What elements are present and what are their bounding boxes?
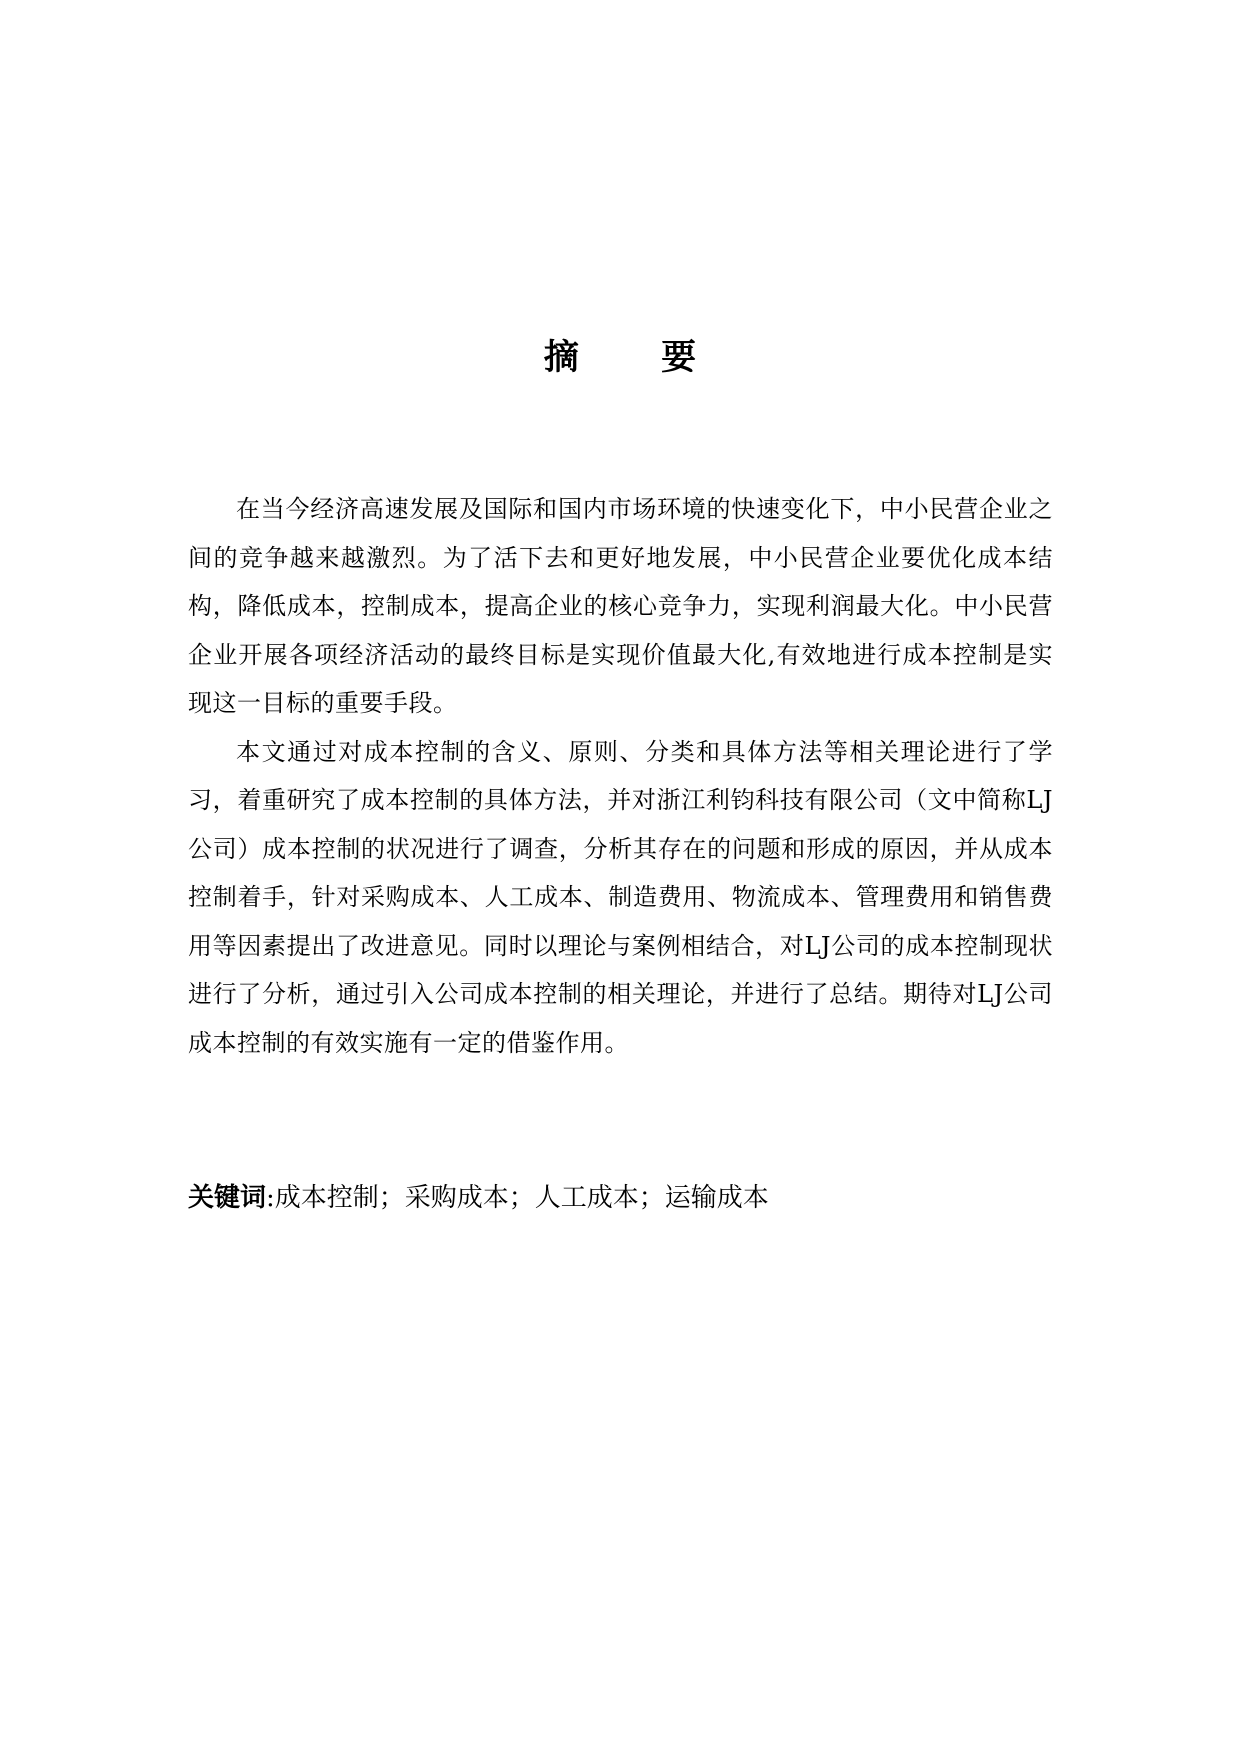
abstract-paragraph-1: 在当今经济高速发展及国际和国内市场环境的快速变化下，中小民营企业之间的竞争越来越激烈。为了活下去和更好地发展，中小民营企业要优化成本结构，降低成本，控制成本，提高企业的核心竞争力，实现利润最大化。中小民营企业开展各项经济活动的最终目标是实现价值最大化,有效地进行成本控制是实现这一目标的重要手段。	[188, 495, 1053, 717]
keywords-label: 关键词	[188, 1183, 267, 1213]
keywords-text: 成本控制；采购成本；人工成本；运输成本	[274, 1183, 769, 1213]
page-title: 摘 要	[543, 338, 732, 378]
keywords-line	[188, 1178, 1053, 1218]
abstract-paragraph-2: 本文通过对成本控制的含义、原则、分类和具体方法等相关理论进行了学习，着重研究了成本控制的具体方法，并对浙江利钧科技有限公司（文中简称LJ公司）成本控制的状况进行了调查，分析其存在的问题和形成的原因，并从成本控制着手，针对采购成本、人工成本、制造费用、物流成本、管理费用和销售费用等因素提出了改进意见。同时以理论与案例相结合，对LJ公司的成本控制现状进行了分析，通过引入公司成本控制的相关理论，并进行了总结。期待对LJ公司成本控制的有效实施有一定的借鉴作用。	[188, 737, 1053, 1057]
abstract-body	[188, 485, 1053, 1067]
keywords-separator: :	[266, 1183, 275, 1213]
